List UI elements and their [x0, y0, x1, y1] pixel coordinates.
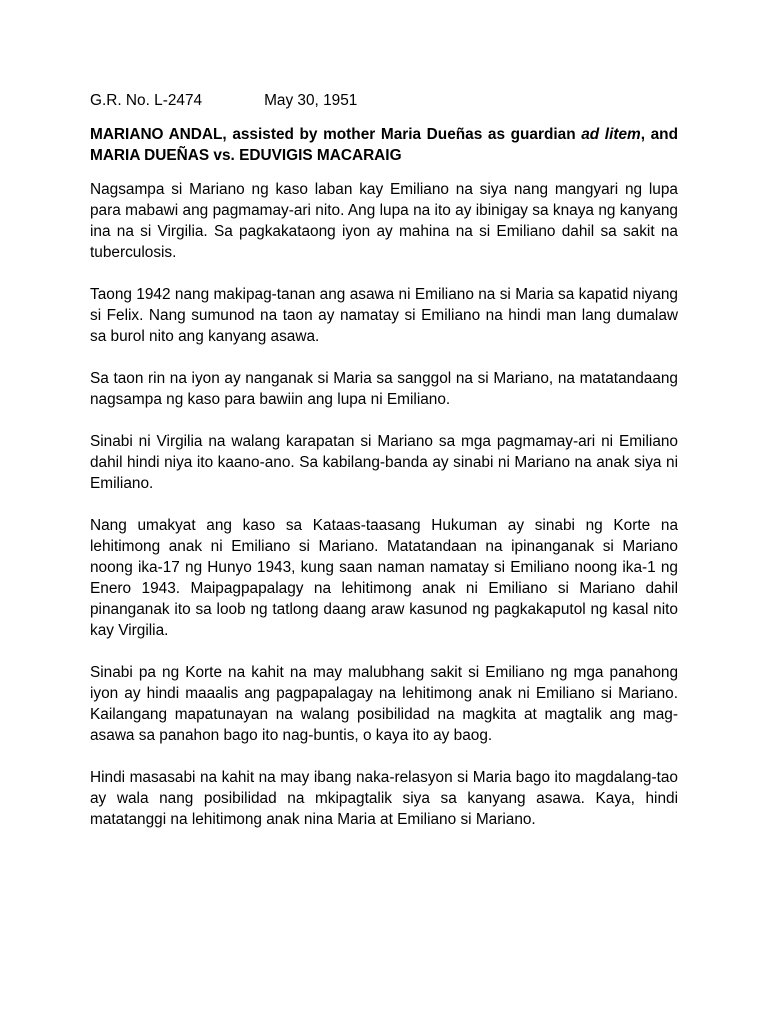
decision-date: May 30, 1951 [264, 92, 358, 109]
paragraph-5: Nang umakyat ang kaso sa Kataas-taasang Hukuman ay sinabi ng Korte na lehitimong anak ni Emiliano si Mariano. Matatandaan na ipinanganak si Mariano noong ika-17 ng Hunyo 1943, kung saan naman namatay si Emiliano noong ika-1 ng Enero 1943. Maipagpapalagy na lehitimong anak ni Emiliano si Mariano dahil pinanganak ito sa loob ng tatlong daang araw kasunod ng pagkakaputol ng kasal nito kay Virgilia. [90, 517, 678, 639]
paragraph-2: Taong 1942 nang makipag-tanan ang asawa ni Emiliano na si Maria sa kapatid niyang si Felix. Nang sumunod na taon ay namatay si Emiliano na hindi man lang dumalaw sa burol nito ang kanyang asawa. [90, 286, 678, 345]
case-number: G.R. No. L-2474 [90, 92, 203, 109]
paragraph-6: Sinabi pa ng Korte na kahit na may malubhang sakit si Emiliano ng mga panahong iyon ay hindi maaalis ang pagpapalagay na lehitimong anak ni Emiliano si Mariano. Kailangang mapatunayan na walang posibilidad na magkita at magtalik ang mag-asawa sa panahon bago ito nag-buntis, o kaya ito ay baog. [90, 664, 678, 744]
paragraph-7: Hindi masasabi na kahit na may ibang naka-relasyon si Maria bago ito magdalang-tao ay wala nang posibilidad na mkipagtalik siya sa kanyang asawa. Kaya, hindi matatanggi na lehitimong anak nina Maria at Emiliano si Mariano. [90, 769, 678, 828]
case-title-part2: , and MARIA DUEÑAS vs. EDUVIGIS MACARAIG [90, 126, 678, 164]
case-title-italic: ad litem [581, 126, 641, 143]
case-header [90, 90, 678, 111]
document-page [90, 90, 678, 851]
paragraph-3: Sa taon rin na iyon ay nanganak si Maria sa sanggol na si Mariano, na matatandaang nagsampa ng kaso para bawiin ang lupa ni Emiliano. [90, 370, 678, 408]
case-title-part1: MARIANO ANDAL, assisted by mother Maria Dueñas as guardian [90, 126, 582, 143]
case-title [90, 124, 678, 166]
paragraph-4: Sinabi ni Virgilia na walang karapatan si Mariano sa mga pagmamay-ari ni Emiliano dahil hindi niya ito kaano-ano. Sa kabilang-banda ay sinabi ni Mariano na anak siya ni Emiliano. [90, 433, 678, 492]
paragraph-1: Nagsampa si Mariano ng kaso laban kay Emiliano na siya nang mangyari ng lupa para mabawi ang pagmamay-ari nito. Ang lupa na ito ay ibinigay sa knaya ng kanyang ina na si Virgilia. Sa pagkakataong iyon ay mahina na si Emiliano dahil sa sakit na tuberculosis. [90, 181, 678, 261]
